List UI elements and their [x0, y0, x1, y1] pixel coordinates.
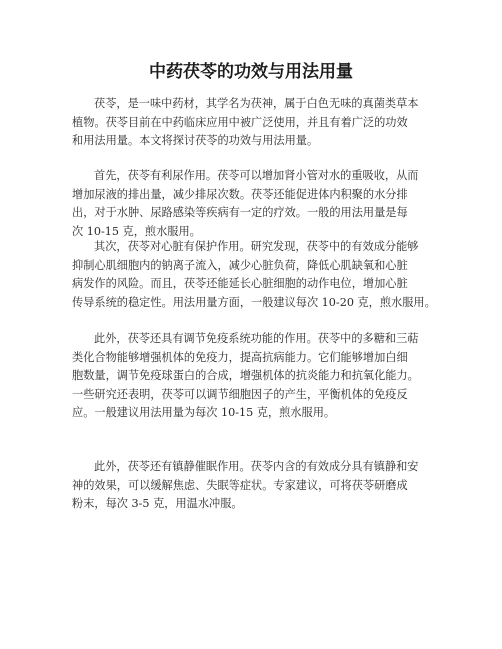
paragraph-immune — [72, 330, 452, 423]
paragraph-line: 茯苓，是一味中药材，其学名为茯神，属于白色无味的真菌类草本 — [94, 97, 419, 110]
paragraph-line: 植物。茯苓目前在中药临床应用中被广泛使用，并且有着广泛的功效 — [72, 115, 408, 129]
paragraph-line: 神的效果，可以缓解焦虑、失眠等症状。专家建议，可将茯苓研磨成 — [72, 478, 408, 492]
paragraph-line: 增加尿液的排出量，减少排尿次数。茯苓还能促进体内积聚的水分排 — [72, 187, 408, 201]
paragraph-diuretic — [72, 167, 452, 241]
paragraph-line: 其次，茯苓对心脏有保护作用。研究发现，茯苓中的有效成分能够 — [94, 240, 419, 253]
paragraph-line: 传导系统的稳定性。用法用量方面，一般建议每次 10-20 克，煎水服用。 — [72, 295, 436, 309]
paragraph-line: 首先，茯苓有利尿作用。茯苓可以增加肾小管对水的重吸收，从而 — [94, 169, 419, 182]
paragraph-heart — [72, 238, 452, 312]
paragraph-line: 胞数量，调节免疫球蛋白的合成，增强机体的抗炎能力和抗氧化能力。 — [72, 369, 419, 382]
paragraph-line: 应。一般建议用法用量为每次 10-15 克，煎水服用。 — [72, 406, 336, 419]
paragraph-intro — [72, 95, 452, 151]
paragraph-line: 此外，茯苓还有镇静催眠作用。茯苓内含的有效成分具有镇静和安 — [94, 460, 419, 473]
paragraph-line: 一些研究还表明，茯苓可以调节细胞因子的产生，平衡机体的免疫反 — [72, 387, 408, 401]
paragraph-line: 病发作的风险。而且，茯苓还能延长心脏细胞的动作电位，增加心脏 — [72, 277, 408, 290]
paragraph-line: 此外，茯苓还具有调节免疫系统功能的作用。茯苓中的多糖和三萜 — [94, 332, 419, 345]
paragraph-line: 出，对于水肿、尿路感染等疾病有一定的疗效。一般的用法用量是每 — [72, 206, 408, 219]
paragraph-line: 和用法用量。本文将探讨茯苓的功效与用法用量。 — [72, 134, 319, 147]
paragraph-line: 类化合物能够增强机体的免疫力，提高抗病能力。它们能够增加白细 — [72, 350, 408, 364]
paragraph-line: 粉末，每次 3-5 克，用温水冲服。 — [72, 497, 243, 510]
paragraph-line: 次 10-15 克，煎水服用。 — [72, 224, 201, 238]
paragraph-line: 抑制心肌细胞内的钠离子流入，减少心脏负荷，降低心肌缺氧和心脏 — [72, 258, 408, 272]
page-title: 中药茯苓的功效与用法用量 — [149, 62, 353, 82]
paragraph-sedative — [72, 458, 452, 514]
